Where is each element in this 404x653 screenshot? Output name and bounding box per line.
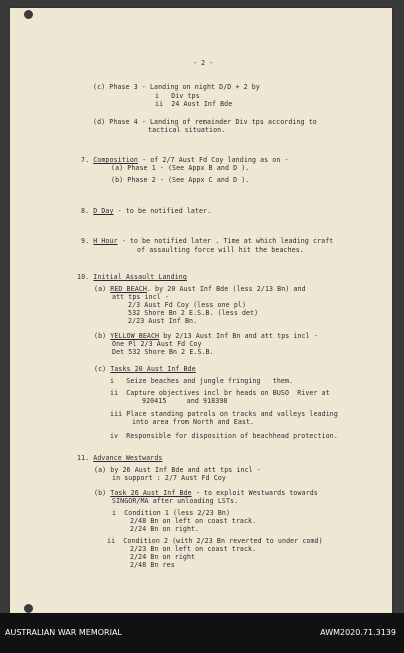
condition-line: ii Condition 2 (with 2/23 Bn reverted to under comd) bbox=[107, 537, 323, 545]
task-item: 920415 and 918398 bbox=[142, 397, 228, 405]
phase3-line: (c) Phase 3 - Landing on night D/D + 2 by bbox=[93, 83, 260, 91]
section-11-a-line: in support : 2/7 Aust Fd Coy bbox=[112, 474, 226, 482]
section-10: 10. Initial Assault Landing bbox=[77, 273, 187, 281]
subsection-heading: RED BEACH bbox=[110, 285, 147, 293]
section-10-b-line: Det 532 Shore Bn 2 E.S.B. bbox=[112, 348, 214, 356]
footer-bar bbox=[0, 613, 404, 653]
section-10-a-line: 532 Shore Bn 2 E.S.B. (less det) bbox=[128, 309, 259, 317]
subsection-heading: Task 26 Aust Inf Bde bbox=[110, 489, 192, 497]
condition-line: 2/48 Bn res bbox=[130, 561, 175, 569]
section-7: 7. Composition - of 2/7 Aust Fd Coy landing as on - bbox=[81, 156, 289, 164]
phase3-item: ii 24 Aust Inf Bde bbox=[155, 100, 233, 108]
section-10-a-line: 2/23 Aust Inf Bn. bbox=[128, 317, 198, 325]
section-11-b: (b) Task 26 Aust Inf Bde - to exploit Westwards towards bbox=[94, 489, 318, 497]
section-8: 8. D Day - to be notified later. bbox=[81, 207, 212, 215]
condition-line: 2/24 Bn on right. bbox=[130, 525, 200, 533]
section-10-c: (c) Tasks 20 Aust Inf Bde bbox=[94, 365, 196, 373]
section-11-a: (a) by 26 Aust Inf Bde and att tps incl - bbox=[94, 466, 261, 474]
condition-line: 2/48 Bn on left on coast track. bbox=[130, 517, 257, 525]
condition-line: i Condition 1 (less 2/23 Bn) bbox=[112, 509, 231, 517]
punch-hole bbox=[24, 10, 33, 19]
phase4-line: (d) Phase 4 - Landing of remainder Div tps according to bbox=[93, 118, 317, 126]
footer-source: AUSTRALIAN WAR MEMORIAL bbox=[5, 628, 122, 637]
phase3-item: i Div tps bbox=[155, 92, 200, 100]
condition-line: 2/23 Bn on left on coast track. bbox=[130, 545, 257, 553]
section-heading: Advance Westwards bbox=[93, 454, 163, 462]
task-item: ii Capture objectives incl br heads on BUSO River at bbox=[110, 389, 330, 397]
task-item: into area from North and East. bbox=[132, 418, 255, 426]
section-10-a-line: 2/3 Aust Fd Coy (less one pl) bbox=[128, 301, 247, 309]
section-11-b-line: SINGOR/MA after unloading LSTs. bbox=[112, 497, 239, 505]
section-11: 11. Advance Westwards bbox=[77, 454, 163, 462]
section-10-a-line: att tps incl - bbox=[112, 293, 169, 301]
document-page bbox=[10, 8, 392, 613]
subsection-heading: Tasks 20 Aust Inf Bde bbox=[110, 365, 196, 373]
task-item: iii Place standing patrols on tracks and valleys leading bbox=[110, 410, 338, 418]
section-7-item: (a) Phase 1 - (See Appx B and D ). bbox=[111, 164, 250, 172]
page-number: - 2 - bbox=[193, 59, 214, 67]
section-heading: Initial Assault Landing bbox=[93, 273, 187, 281]
section-heading: Composition bbox=[93, 156, 138, 164]
section-heading: H Hour bbox=[93, 237, 118, 245]
section-10-b-line: One Pl 2/3 Aust Fd Coy bbox=[112, 340, 202, 348]
section-heading: D Day bbox=[93, 207, 114, 215]
punch-hole bbox=[24, 604, 33, 613]
task-item: iv Responsible for disposition of beachhead protection. bbox=[110, 432, 338, 440]
condition-line: 2/24 Bn on right bbox=[130, 553, 196, 561]
task-item: i Seize beaches and jungle fringing them. bbox=[110, 377, 294, 385]
section-10-a: (a) RED BEACH. by 20 Aust Inf Bde (less 2/13 Bn) and bbox=[94, 285, 306, 293]
section-10-b: (b) YELLOW BEACH by 2/13 Aust Inf Bn and att tps incl - bbox=[94, 332, 318, 340]
phase4-line: tactical situation. bbox=[148, 126, 226, 134]
footer-reference: AWM2020.71.3139 bbox=[320, 628, 396, 637]
section-7-item: (b) Phase 2 - (See Appx C and D ). bbox=[111, 176, 250, 184]
section-9: 9. H Hour - to be notified later . Time at which leading craft bbox=[81, 237, 334, 245]
section-9-line: of assaulting force will hit the beaches. bbox=[137, 246, 304, 254]
subsection-heading: YELLOW BEACH bbox=[110, 332, 160, 340]
